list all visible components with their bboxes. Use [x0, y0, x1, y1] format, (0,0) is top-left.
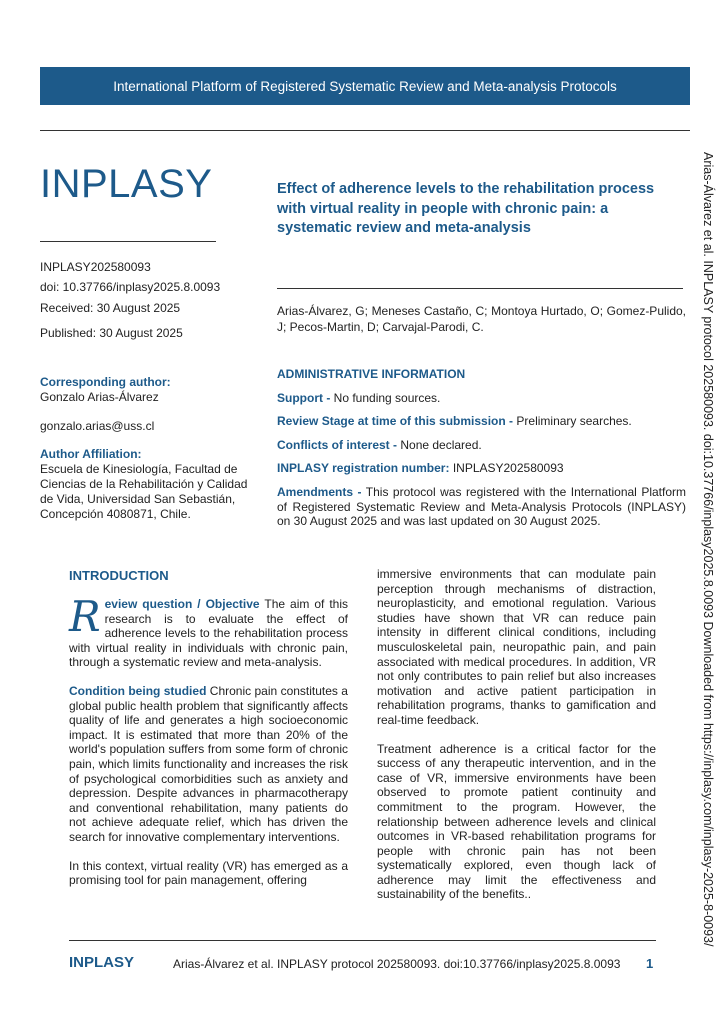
footer-divider [69, 940, 656, 941]
condition-text: Chronic pain constitutes a global public health problem that significantly affects quality of life and generates a high socioeconomic impact. It is estimated that more than 20% of the world's population suffers from some form of chronic pain, which limits functionality and increases the risk of psychological comorbidities such as anxiety and depression. Despite advances in pharmacotherapy and conventional rehabilitation, many patients do not achieve adequate relief, which has driven the search for innovative complementary interventions. [69, 683, 348, 844]
adherence-paragraph: Treatment adherence is a critical factor for the success of any therapeutic intervention, and in the case of VR, immersive environments have been observed to promote patient continuity and commitment to the program. However, the relationship between adherence levels and clinical outcomes in VR-based rehabilitation programs for people with chronic pain has not been systematically explored, even though lack of adherence may limit the effectiveness and sustainability of the benefits.. [377, 741, 656, 902]
condition-paragraph [69, 684, 348, 845]
amendments-value: This protocol was registered with the International Platform of Registered Systematic Review and Meta-Analysis Protocols (INPLASY) on 30 August 2025 and was last updated on 30 August 2025. [277, 485, 686, 528]
admin-support [277, 391, 686, 406]
introduction-heading: INTRODUCTION [69, 568, 169, 583]
admin-amendments [277, 485, 686, 529]
corresponding-heading: Corresponding author: [40, 375, 171, 389]
admin-stage [277, 414, 686, 429]
affiliation-text: Escuela de Kinesiología, Facultad de Ciencias de la Rehabilitación y Calidad de Vida, Universidad San Sebastián, Concepción 4080871, Chile. [40, 462, 248, 521]
author-list: Arias-Álvarez, G; Meneses Castaño, C; Montoya Hurtado, O; Gomez-Pulido, J; Pecos-Martin, D; Carvajal-Parodi, C. [277, 304, 686, 334]
registration-value: INPLASY202580093 [449, 461, 564, 475]
published-date: Published: 30 August 2025 [40, 326, 183, 340]
paper-title: Effect of adherence levels to the rehabilitation process with virtual reality in people with chronic pain: a systematic review and meta-analysis [277, 181, 655, 236]
received-date: Received: 30 August 2025 [40, 301, 181, 315]
stage-value: Preliminary searches. [513, 414, 632, 428]
banner-text: International Platform of Registered Systematic Review and Meta-analysis Protocols [113, 78, 617, 94]
stage-key: Review Stage at time of this submission - [277, 414, 514, 428]
support-value: No funding sources. [330, 391, 441, 405]
right-column [377, 567, 656, 902]
amendments-key: Amendments - [277, 485, 362, 499]
corresponding-author [40, 375, 250, 405]
doi-link[interactable]: doi: 10.37766/inplasy2025.8.0093 [40, 280, 221, 294]
support-key: Support - [277, 391, 331, 405]
conflicts-key: Conflicts of interest - [277, 438, 398, 452]
footer-citation: Arias-Álvarez et al. INPLASY protocol 202580093. doi:10.37766/inplasy2025.8.0093 [173, 957, 621, 971]
drop-cap: R [69, 592, 101, 641]
conflicts-value: None declared. [397, 438, 482, 452]
corresponding-name: Gonzalo Arias-Álvarez [40, 390, 159, 404]
registration-id: INPLASY202580093 [40, 260, 151, 274]
admin-heading: ADMINISTRATIVE INFORMATION [277, 367, 466, 381]
corresponding-email[interactable]: gonzalo.arias@uss.cl [40, 419, 155, 433]
affiliation-heading: Author Affiliation: [40, 447, 142, 461]
side-citation-text: Arias-Álvarez et al. INPLASY protocol 202580093. doi:10.37766/inplasy2025.8.0093 Downloaded from https://inplasy.com/inplasy-2025-8-0093/ [701, 152, 715, 947]
admin-registration [277, 461, 686, 476]
condition-lead: Condition being studied [69, 683, 207, 698]
vr-paragraph: immersive environments that can modulate pain perception through mechanisms of distraction, neuroplasticity, and emotional regulation. Various studies have shown that VR can reduce pain intensity in different clinical conditions, including musculoskeletal pain, neuropathic pain, and pain associated with medical procedures. In addition, VR not only contributes to pain relief but also increases motivation and active patient participation in rehabilitation programs, thanks to gamification and real-time feedback. [377, 567, 656, 727]
top-divider [40, 130, 690, 131]
admin-conflicts [277, 438, 686, 453]
title-divider [277, 288, 683, 289]
footer-logo: INPLASY [69, 954, 135, 971]
page-number: 1 [646, 956, 654, 971]
author-affiliation [40, 447, 250, 522]
context-paragraph: In this context, virtual reality (VR) has emerged as a promising tool for pain management, offering [69, 858, 348, 888]
left-column [69, 592, 348, 888]
registration-key: INPLASY registration number: [277, 461, 450, 475]
side-citation [699, 152, 717, 947]
header-banner [40, 67, 690, 105]
review-question-lead: eview question / Objective [104, 597, 260, 611]
inplasy-logo: INPLASY [40, 162, 213, 206]
logo-divider [40, 241, 216, 242]
review-question-text: The aim of this research is to evaluate the effect of adherence levels to the rehabilitation process with virtual reality in individuals with chronic pain, through a systematic review and meta-analysis. [69, 597, 348, 670]
review-question-paragraph [69, 592, 348, 670]
